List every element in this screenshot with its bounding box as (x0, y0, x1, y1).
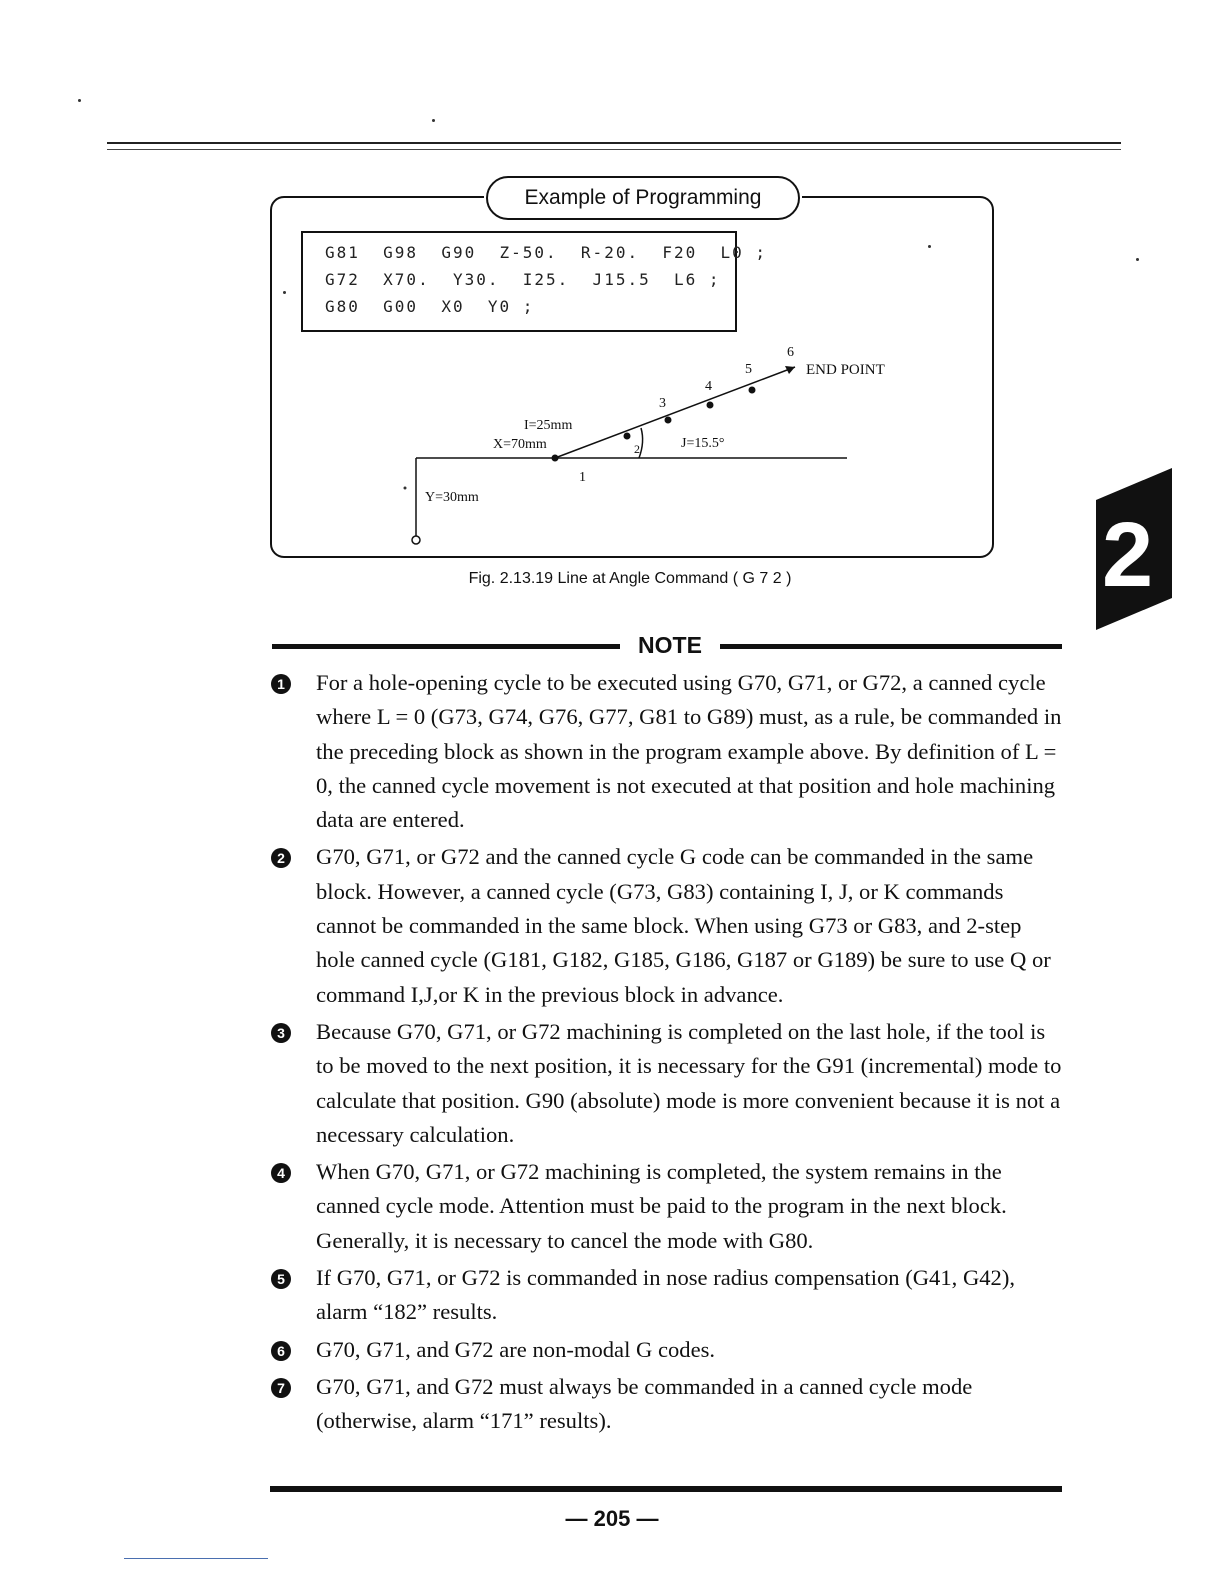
code-line-3: G80 G00 X0 Y0 ; (325, 297, 535, 316)
figure-caption: Fig. 2.13.19 Line at Angle Command ( G 7 2 ) (468, 570, 792, 587)
code-line-2: G72 X70. Y30. I25. J15.5 L6 ; (325, 270, 721, 289)
bottom-rule (270, 1486, 1062, 1492)
point-2 (624, 433, 631, 440)
scan-speck (283, 291, 286, 294)
note-text-6: G70, G71, and G72 are non-modal G codes. (316, 1336, 716, 1362)
point-label-1: 1 (579, 470, 586, 485)
point-5 (749, 387, 756, 394)
note-bullet-4: 4 (271, 1163, 291, 1183)
note-text-7: G70, G71, and G72 must always be commanded in a canned cycle mode (otherwise, alarm “171” results). (316, 1373, 973, 1434)
note-text-5: If G70, G71, or G72 is commanded in nose radius compensation (G41, G42), alarm “182” results. (316, 1265, 1016, 1325)
note-text-4: When G70, G71, or G72 machining is completed, the system remains in the canned cycle mode. Attention must be paid to the program in the next block. Generally, it is necessary to cancel the mode with G80. (316, 1159, 1007, 1253)
note-item-6 (270, 1333, 1065, 1367)
j-angle-label: J=15.5° (681, 436, 725, 451)
scan-speck (432, 119, 435, 122)
note-bullet-1: 1 (271, 674, 291, 694)
note-item-1 (270, 666, 1065, 837)
top-rule-thin (107, 149, 1121, 150)
note-bullet-6: 6 (271, 1341, 291, 1361)
end-point-label: END POINT (806, 362, 885, 378)
program-code-box (301, 231, 768, 332)
chapter-number: 2 (1102, 504, 1154, 606)
note-bullet-5: 5 (271, 1269, 291, 1289)
point-4 (707, 402, 714, 409)
scan-speck (1136, 258, 1139, 261)
page-number: — 205 — (565, 1506, 659, 1531)
note-item-7 (270, 1370, 1065, 1439)
note-bullet-2: 2 (271, 848, 291, 868)
note-rule-left (272, 644, 620, 649)
point-label-4: 4 (705, 379, 712, 394)
scan-speck (404, 487, 407, 490)
chapter-tab (1096, 468, 1172, 630)
point-label-5: 5 (745, 362, 752, 377)
x-dimension-label: X=70mm (493, 437, 547, 452)
note-item-2 (270, 840, 1065, 1011)
note-rule-right (720, 644, 1062, 649)
note-item-5 (270, 1261, 1065, 1330)
point-label-3: 3 (659, 396, 666, 411)
note-list (270, 666, 1065, 1442)
example-title (486, 176, 800, 220)
point-label-2: 2 (634, 442, 640, 456)
point-1 (552, 455, 559, 462)
y-dimension-label: Y=30mm (425, 490, 479, 505)
note-text-2: G70, G71, or G72 and the canned cycle G code can be commanded in the same block. However, a canned cycle (G73, G83) containing I, J, or K commands cannot be commanded in the same block. When using G73 or G83, and 2-step hole canned cycle (G181, G182, G185, G186, G187 or G189) be sure to use Q or command I,J,or K in the previous block in advance. (316, 844, 1051, 1007)
point-label-6: 6 (787, 345, 794, 360)
note-bullet-7: 7 (271, 1378, 291, 1398)
angled-path-line (555, 367, 795, 458)
point-3 (665, 417, 672, 424)
note-item-3 (270, 1015, 1065, 1152)
note-text-3: Because G70, G71, or G72 machining is completed on the last hole, if the tool is to be moved to the next position, it is necessary for the G91 (incremental) mode to calculate that position. G90 (absolute) mode is more convenient because it is not a necessary calculation. (316, 1018, 1062, 1147)
g72-path-diagram (395, 338, 915, 553)
note-text-1: For a hole-opening cycle to be executed using G70, G71, or G72, a canned cycle where L = 0 (G73, G74, G76, G77, G81 to G89) must, as a rule, be commanded in the preceding block as shown in the program example above. By definition of L = 0, the canned cycle movement is not executed at that position and hole machining data are entered. (316, 670, 1062, 833)
example-title-text: Example of Programming (524, 186, 762, 209)
bottom-edge-line (124, 1558, 268, 1559)
origin-marker (412, 536, 420, 544)
note-heading: NOTE (638, 632, 702, 658)
i-dimension-label: I=25mm (524, 418, 573, 433)
scan-speck (78, 99, 81, 102)
note-item-4 (270, 1155, 1065, 1258)
top-rule (107, 142, 1121, 144)
note-bullet-3: 3 (271, 1023, 291, 1043)
code-line-1: G81 G98 G90 Z-50. R-20. F20 L0 ; (325, 243, 768, 262)
